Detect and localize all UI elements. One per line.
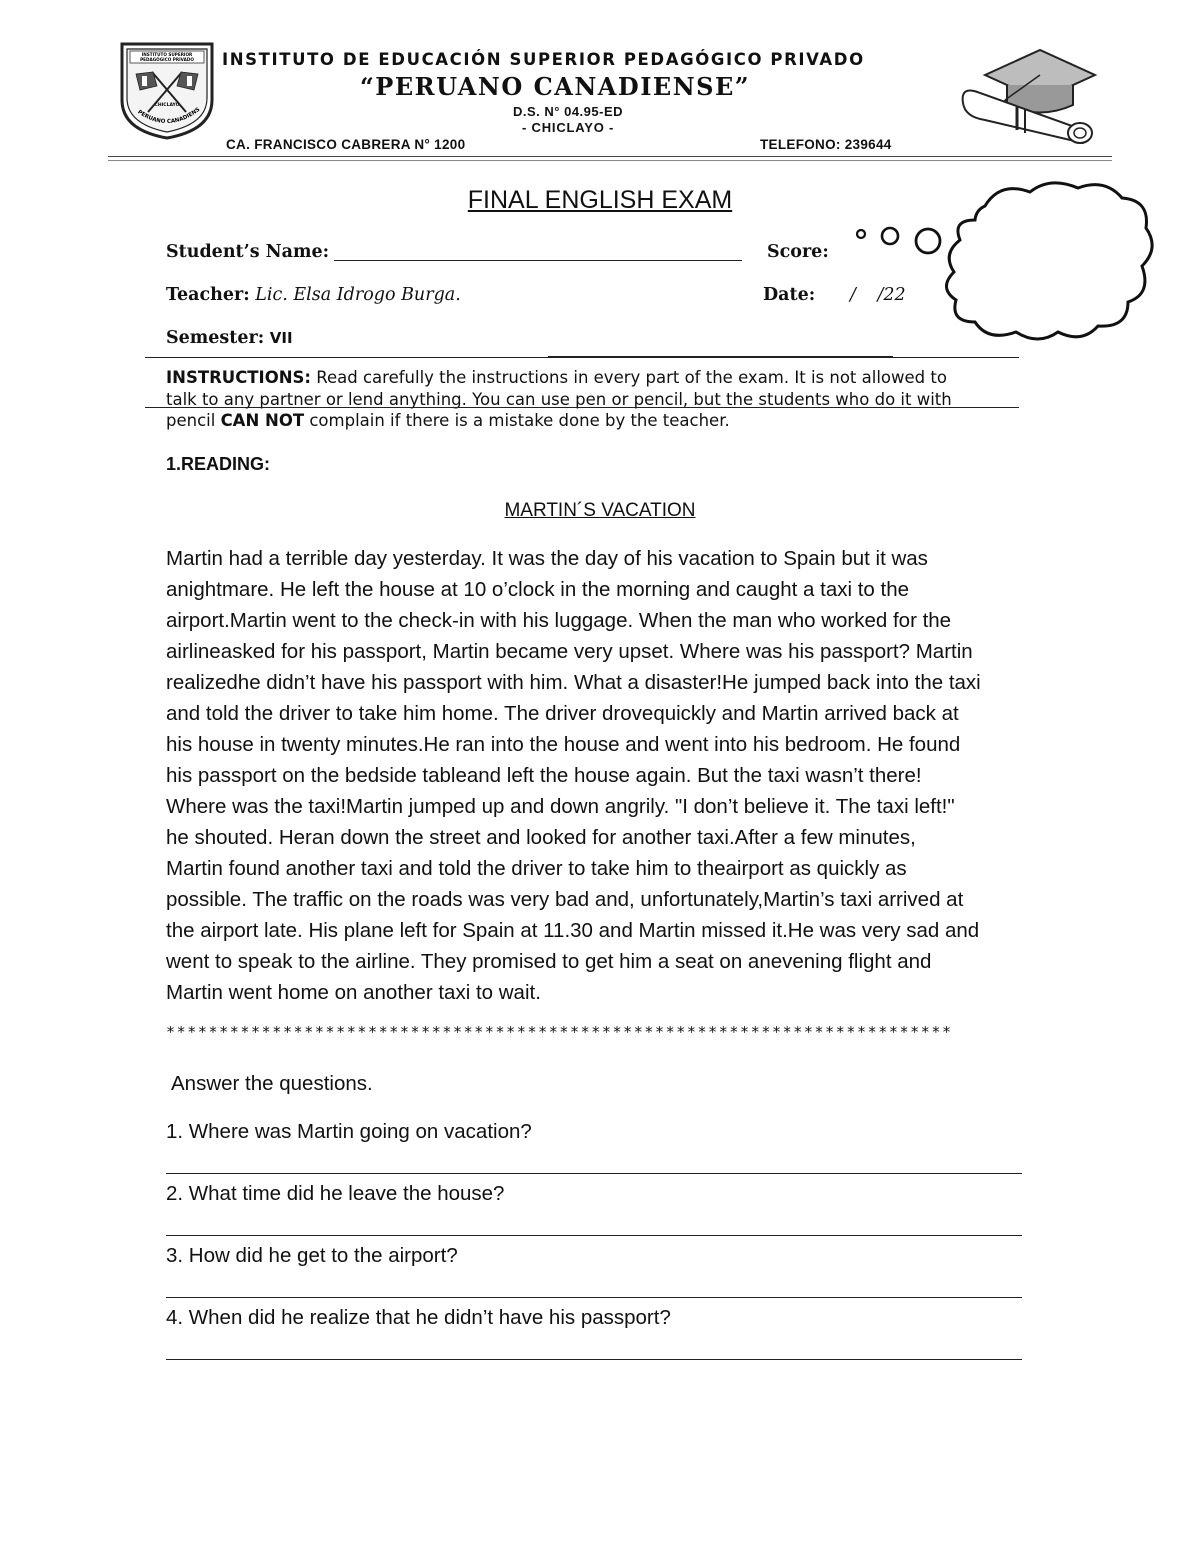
teacher-row bbox=[166, 285, 461, 305]
city: - CHICLAYO - bbox=[522, 120, 615, 135]
story-line: went to speak to the airline. They promised to get him a seat on anevening flight and bbox=[166, 950, 932, 973]
address: CA. FRANCISCO CABRERA N° 1200 bbox=[226, 137, 466, 152]
exam-title: FINAL ENGLISH EXAM bbox=[467, 186, 733, 214]
phone: TELEFONO: 239644 bbox=[760, 137, 892, 152]
story-line: Martin had a terrible day yesterday. It was the day of his vacation to Spain but it was bbox=[166, 547, 928, 570]
answer-heading: Answer the questions. bbox=[171, 1072, 373, 1095]
story-line: the airport late. His plane left for Spain at 11.30 and Martin missed it.He was very sad and bbox=[166, 919, 980, 942]
logo-text-top-2: PEDAGÓGICO PRIVADO bbox=[140, 57, 194, 62]
info-divider-bold bbox=[548, 356, 893, 358]
question-1: 1. Where was Martin going on vacation? bbox=[166, 1120, 532, 1143]
story-line: he shouted. Heran down the street and looked for another taxi.After a few minutes, bbox=[166, 826, 916, 849]
instructions-label: INSTRUCTIONS: bbox=[166, 368, 312, 387]
question-4: 4. When did he realize that he didn’t have his passport? bbox=[166, 1306, 671, 1329]
student-name-field[interactable] bbox=[334, 260, 742, 261]
story-line: his house in twenty minutes.He ran into the house and went into his bedroom. He found bbox=[166, 733, 961, 756]
story-line: possible. The traffic on the roads was very bad and, unfortunately,Martin’s taxi arrived at bbox=[166, 888, 964, 911]
logo-text-bottom: PERUANO CANADIENS bbox=[136, 106, 202, 126]
score-label: Score: bbox=[767, 242, 829, 262]
star-separator: ************************************************************************** bbox=[166, 1023, 953, 1041]
question-3: 3. How did he get to the airport? bbox=[166, 1244, 458, 1267]
school-crest-logo bbox=[118, 40, 216, 140]
story-line: realizedhe didn’t have his passport with him. What a disaster!He jumped back into the taxi bbox=[166, 671, 981, 694]
story-line: airlineasked for his passport, Martin became very upset. Where was his passport? Martin bbox=[166, 640, 973, 663]
date-value: / /22 bbox=[850, 285, 906, 305]
story-title: MARTIN´S VACATION bbox=[504, 500, 696, 521]
score-cloud bbox=[850, 176, 1160, 346]
semester-value: VII bbox=[269, 329, 293, 347]
date-label: Date: bbox=[763, 285, 816, 305]
student-name-label: Student’s Name: bbox=[166, 242, 330, 262]
teacher-name: Lic. Elsa Idrogo Burga. bbox=[255, 285, 461, 305]
instructions: INSTRUCTIONS: Read carefully the instructions in every part of the exam. It is not allowed to talk to any partner or lend anything. You can use pen or pencil, but the students who do it with pencil CAN NOT complain if there is a mistake done by the teacher. bbox=[166, 368, 952, 430]
teacher-label: Teacher: bbox=[166, 285, 250, 305]
semester-label: Semester: bbox=[166, 328, 265, 348]
answer-line-1[interactable] bbox=[166, 1173, 1022, 1174]
story-line: Martin found another taxi and told the driver to take him to theairport as quickly as bbox=[166, 857, 907, 880]
decree-number: D.S. N° 04.95-ED bbox=[513, 104, 624, 119]
logo-text-top-1: INSTITUTO SUPERIOR bbox=[141, 52, 193, 57]
story-line: and told the driver to take him home. The driver drovequickly and Martin arrived back at bbox=[166, 702, 959, 725]
question-2: 2. What time did he leave the house? bbox=[166, 1182, 505, 1205]
header-divider-thin bbox=[108, 160, 1112, 161]
semester-row bbox=[166, 328, 293, 348]
instructions-rule bbox=[145, 407, 1019, 408]
answer-line-4[interactable] bbox=[166, 1359, 1022, 1360]
story-line: Martin went home on another taxi to wait. bbox=[166, 981, 541, 1004]
school-name: “PERUANO CANADIENSE” bbox=[360, 72, 751, 101]
header-divider bbox=[108, 156, 1112, 157]
story-text bbox=[166, 543, 1046, 1008]
story-line: his passport on the bedside tableand left the house again. But the taxi wasn’t there! bbox=[166, 764, 922, 787]
story-line: airport.Martin went to the check-in with his luggage. When the man who worked for the bbox=[166, 609, 952, 632]
reading-heading: 1.READING: bbox=[166, 454, 271, 474]
institute-name: INSTITUTO DE EDUCACIÓN SUPERIOR PEDAGÓGICO PRIVADO bbox=[222, 50, 865, 69]
story-line: Where was the taxi!Martin jumped up and down angrily. "I don’t believe it. The taxi left!" bbox=[166, 795, 955, 818]
answer-line-3[interactable] bbox=[166, 1297, 1022, 1298]
answer-line-2[interactable] bbox=[166, 1235, 1022, 1236]
logo-text-mid: CHICLAYO bbox=[154, 103, 180, 108]
story-line: anightmare. He left the house at 10 o’clock in the morning and caught a taxi to the bbox=[166, 578, 910, 601]
